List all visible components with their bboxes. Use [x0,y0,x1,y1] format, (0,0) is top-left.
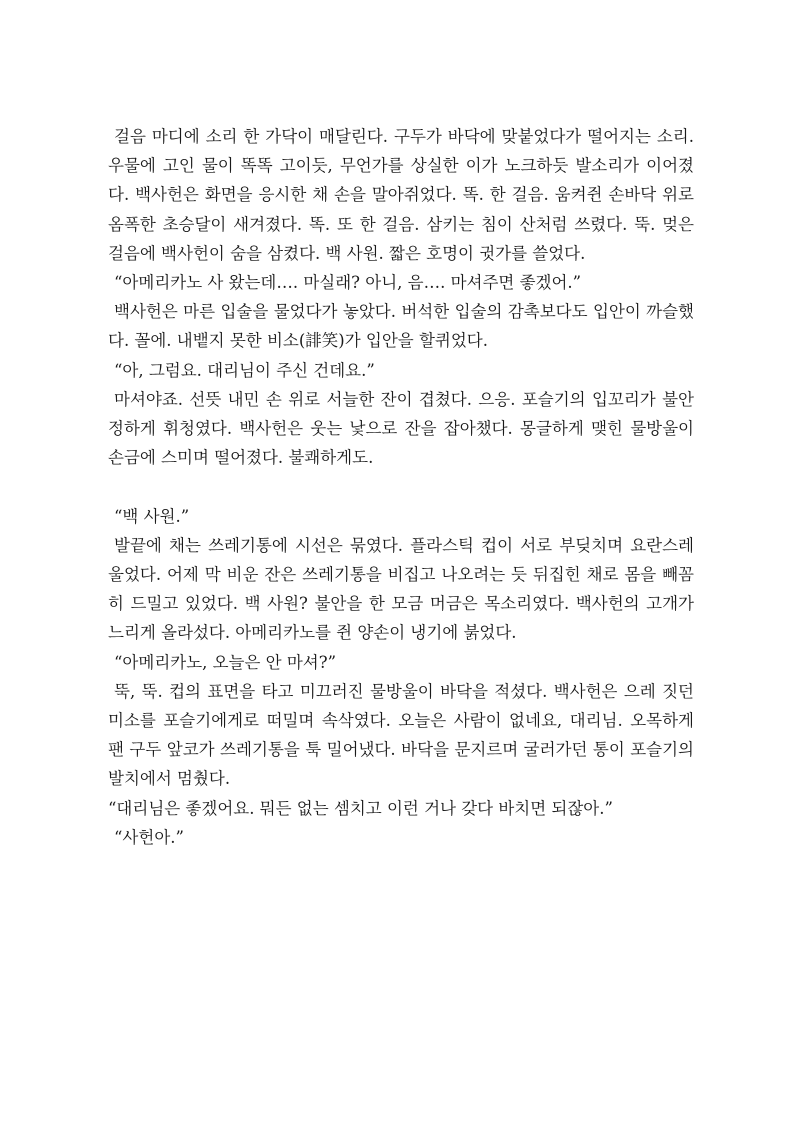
paragraph-6: “백 사원.” [114,506,190,526]
paragraph-1: 걸음 마디에 소리 한 가닥이 매달린다. 구두가 바닥에 맞붙었다가 떨어지는 소리. 우물에 고인 물이 똑똑 고이듯, 무언가를 상실한 이가 노크하듯 발소리가 이어졌다. 백사헌은 화면을 응시한 채 손을 말아쥐었다. 똑. 한 걸음. 움켜쥔 손바닥 위로 옴폭한 초승달이 새겨졌다. 똑. 또 한 걸음. 삼키는 침이 산처럼 쓰렸다. 뚝. 멎은 걸음에 백사헌이 숨을 삼켰다. 백 사원. 짧은 호명이 귓가를 쓸었다. [108,127,694,263]
scene-break [108,472,694,501]
paragraph-11: “사헌아.” [114,827,184,847]
paragraph-9: 뚝, 뚝. 컵의 표면을 타고 미끄러진 물방울이 바닥을 적셨다. 백사헌은 으레 짓던 미소를 포슬기에게로 떠밀며 속삭였다. 오늘은 사람이 없네요, 대리님. 오목하게 팬 구두 앞코가 쓰레기통을 툭 밀어냈다. 바닥을 문지르며 굴러가던 통이 포슬기의 발치에서 멈췄다. [108,681,694,789]
paragraph-8: “아메리카노, 오늘은 안 마셔?” [114,652,337,672]
paragraph-4: “아, 그럼요. 대리님이 주신 건데요.” [114,360,375,380]
body-text [108,122,694,852]
paragraph-5: 마셔야죠. 선뜻 내민 손 위로 서늘한 잔이 겹쳤다. 으응. 포슬기의 입꼬리가 불안정하게 휘청였다. 백사헌은 웃는 낯으로 잔을 잡아챘다. 몽글하게 맺힌 물방울이 손금에 스미며 떨어졌다. 불쾌하게도. [108,389,694,468]
paragraph-7: 발끝에 채는 쓰레기통에 시선은 묶였다. 플라스틱 컵이 서로 부딪치며 요란스레 울었다. 어제 막 비운 잔은 쓰레기통을 비집고 나오려는 듯 뒤집힌 채로 몸을 빼꼼히 드밀고 있었다. 백 사원? 불안을 한 모금 머금은 목소리였다. 백사헌의 고개가 느리게 올라섰다. 아메리카노를 쥔 양손이 냉기에 붉었다. [108,535,694,643]
paragraph-10: “대리님은 좋겠어요. 뭐든 없는 셈치고 이런 거나 갖다 바치면 되잖아.” [108,798,613,818]
paragraph-2: “아메리카노 사 왔는데…. 마실래? 아니, 음…. 마셔주면 좋겠어.” [114,273,582,293]
paragraph-3: 백사헌은 마른 입술을 물었다가 놓았다. 버석한 입술의 감촉보다도 입안이 까슬했다. 꼴에. 내뱉지 못한 비소(誹笑)가 입안을 할퀴었다. [108,302,694,351]
